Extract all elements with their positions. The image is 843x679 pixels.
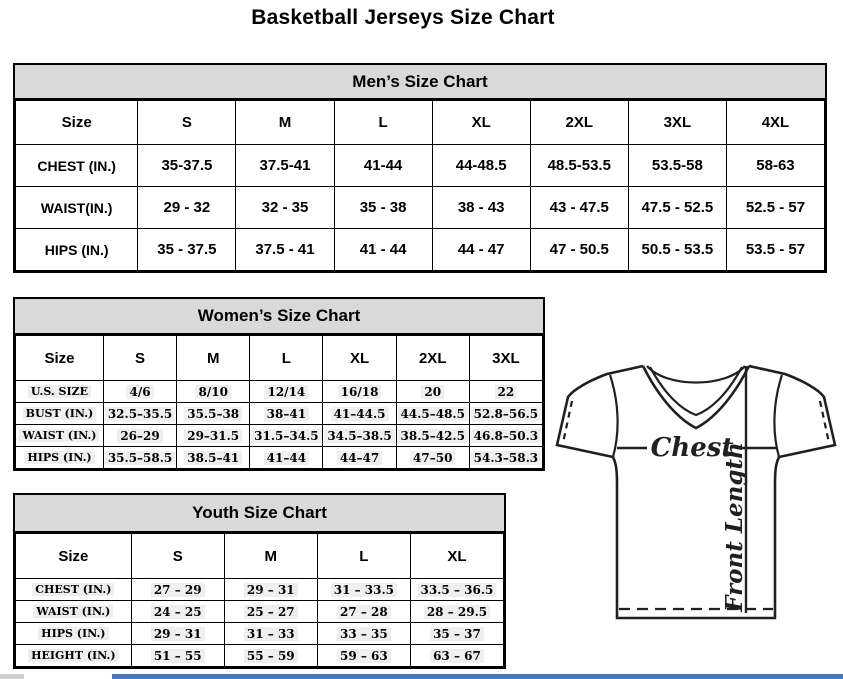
measurement-value-cell: 44.5–48.5 — [396, 403, 469, 425]
size-column-header: XL — [323, 336, 396, 381]
measurement-value-cell: 32 - 35 — [236, 187, 334, 229]
measurement-value-cell: 37.5-41 — [236, 145, 334, 187]
bottom-scrollbar-corner — [0, 674, 24, 679]
measurement-value-cell: 35 - 38 — [334, 187, 432, 229]
measurement-row-label: WAIST (IN.) — [16, 425, 104, 447]
measurement-row — [16, 579, 504, 601]
measurement-value-cell: 8/10 — [177, 381, 250, 403]
measurement-value-cell: 35.5–58.5 — [103, 447, 176, 469]
measurement-row-label: HIPS (IN.) — [16, 229, 138, 271]
size-column-header: 3XL — [469, 336, 542, 381]
measurement-value-cell: 54.3–58.3 — [469, 447, 542, 469]
measurement-value-cell: 22 — [469, 381, 542, 403]
chest-measurement-label: Chest — [650, 433, 734, 463]
page-title: Basketball Jerseys Size Chart — [251, 6, 555, 29]
measurement-value-cell: 53.5 - 57 — [726, 229, 824, 271]
size-column-header: XL — [432, 101, 530, 145]
measurement-row — [16, 187, 825, 229]
measurement-value-cell: 44-48.5 — [432, 145, 530, 187]
measurement-value-cell: 31 – 33 — [224, 623, 317, 645]
measurement-row — [16, 229, 825, 271]
measurement-value-cell: 47.5 - 52.5 — [628, 187, 726, 229]
size-header-row — [16, 101, 825, 145]
size-column-header: M — [236, 101, 334, 145]
measurement-value-cell: 29–31.5 — [177, 425, 250, 447]
size-header-cell: Size — [16, 534, 132, 579]
front-length-measurement-label: Front Length — [721, 442, 748, 612]
measurement-value-cell: 50.5 - 53.5 — [628, 229, 726, 271]
measurement-value-cell: 29 – 31 — [224, 579, 317, 601]
size-column-header: S — [103, 336, 176, 381]
mens-chart-title: Men’s Size Chart — [15, 65, 825, 100]
measurement-row-label: WAIST(IN.) — [16, 187, 138, 229]
size-column-header: M — [224, 534, 317, 579]
bottom-scrollbar-thumb[interactable] — [112, 674, 843, 679]
measurement-value-cell: 44–47 — [323, 447, 396, 469]
measurement-value-cell: 55 – 59 — [224, 645, 317, 667]
measurement-row-label: WAIST (IN.) — [16, 601, 132, 623]
measurement-row — [16, 447, 543, 469]
measurement-value-cell: 47 - 50.5 — [530, 229, 628, 271]
measurement-value-cell: 27 – 28 — [317, 601, 410, 623]
measurement-value-cell: 44 - 47 — [432, 229, 530, 271]
measurement-value-cell: 38.5–42.5 — [396, 425, 469, 447]
measurement-row-label: HIPS (IN.) — [16, 447, 104, 469]
womens-size-table — [15, 335, 543, 469]
measurement-value-cell: 41–44.5 — [323, 403, 396, 425]
measurement-row-label: BUST (IN.) — [16, 403, 104, 425]
size-column-header: S — [138, 101, 236, 145]
jersey-collar-back-arc — [647, 366, 745, 383]
measurement-row — [16, 623, 504, 645]
measurement-value-cell: 35 - 37.5 — [138, 229, 236, 271]
size-column-header: L — [250, 336, 323, 381]
measurement-value-cell: 29 - 32 — [138, 187, 236, 229]
measurement-row — [16, 601, 504, 623]
youth-size-table — [15, 533, 504, 667]
measurement-value-cell: 63 – 67 — [410, 645, 503, 667]
measurement-value-cell: 31.5–34.5 — [250, 425, 323, 447]
jersey-left-sleeve-outline — [557, 366, 643, 457]
measurement-value-cell: 52.5 - 57 — [726, 187, 824, 229]
jersey-vneck-inner-band — [650, 367, 742, 415]
measurement-value-cell: 24 – 25 — [131, 601, 224, 623]
measurement-value-cell: 31 – 33.5 — [317, 579, 410, 601]
measurement-value-cell: 43 - 47.5 — [530, 187, 628, 229]
measurement-value-cell: 33 – 35 — [317, 623, 410, 645]
measurement-row-label: CHEST (IN.) — [16, 145, 138, 187]
size-column-header: XL — [410, 534, 503, 579]
measurement-value-cell: 52.8–56.5 — [469, 403, 542, 425]
jersey-right-sleeve-outline — [749, 366, 835, 457]
measurement-value-cell: 27 – 29 — [131, 579, 224, 601]
measurement-value-cell: 20 — [396, 381, 469, 403]
womens-chart-title: Women’s Size Chart — [15, 299, 543, 335]
measurement-value-cell: 35-37.5 — [138, 145, 236, 187]
measurement-value-cell: 28 – 29.5 — [410, 601, 503, 623]
size-column-header: L — [334, 101, 432, 145]
size-column-header: 3XL — [628, 101, 726, 145]
measurement-value-cell: 53.5-58 — [628, 145, 726, 187]
size-column-header: M — [177, 336, 250, 381]
size-column-header: 2XL — [530, 101, 628, 145]
womens-size-chart — [13, 297, 545, 471]
measurement-value-cell: 48.5-53.5 — [530, 145, 628, 187]
measurement-value-cell: 33.5 – 36.5 — [410, 579, 503, 601]
measurement-value-cell: 58-63 — [726, 145, 824, 187]
measurement-value-cell: 51 – 55 — [131, 645, 224, 667]
size-column-header: L — [317, 534, 410, 579]
size-header-row — [16, 336, 543, 381]
measurement-row — [16, 145, 825, 187]
measurement-row — [16, 403, 543, 425]
youth-chart-title: Youth Size Chart — [15, 495, 504, 533]
measurement-value-cell: 26–29 — [103, 425, 176, 447]
measurement-value-cell: 59 – 63 — [317, 645, 410, 667]
size-column-header: S — [131, 534, 224, 579]
measurement-row-label: CHEST (IN.) — [16, 579, 132, 601]
jersey-left-armhole-seam — [610, 375, 618, 457]
measurement-value-cell: 37.5 - 41 — [236, 229, 334, 271]
measurement-value-cell: 41-44 — [334, 145, 432, 187]
measurement-row-label: HIPS (IN.) — [16, 623, 132, 645]
size-header-row — [16, 534, 504, 579]
measurement-value-cell: 34.5–38.5 — [323, 425, 396, 447]
measurement-value-cell: 47–50 — [396, 447, 469, 469]
size-column-header: 4XL — [726, 101, 824, 145]
jersey-right-armhole-seam — [774, 375, 782, 457]
measurement-value-cell: 25 – 27 — [224, 601, 317, 623]
mens-size-table — [15, 100, 825, 271]
size-header-cell: Size — [16, 336, 104, 381]
measurement-value-cell: 12/14 — [250, 381, 323, 403]
measurement-value-cell: 4/6 — [103, 381, 176, 403]
measurement-value-cell: 41 - 44 — [334, 229, 432, 271]
measurement-value-cell: 35 – 37 — [410, 623, 503, 645]
youth-size-chart — [13, 493, 506, 669]
measurement-value-cell: 35.5–38 — [177, 403, 250, 425]
measurement-value-cell: 38–41 — [250, 403, 323, 425]
size-header-cell: Size — [16, 101, 138, 145]
measurement-value-cell: 32.5–35.5 — [103, 403, 176, 425]
measurement-row — [16, 645, 504, 667]
jersey-measurement-diagram — [550, 355, 843, 630]
measurement-value-cell: 29 – 31 — [131, 623, 224, 645]
jersey-body-outline — [613, 457, 779, 618]
measurement-value-cell: 16/18 — [323, 381, 396, 403]
measurement-row — [16, 425, 543, 447]
measurement-row — [16, 381, 543, 403]
measurement-value-cell: 38.5–41 — [177, 447, 250, 469]
measurement-row-label: U.S. SIZE — [16, 381, 104, 403]
measurement-row-label: HEIGHT (IN.) — [16, 645, 132, 667]
measurement-value-cell: 38 - 43 — [432, 187, 530, 229]
size-column-header: 2XL — [396, 336, 469, 381]
measurement-value-cell: 41–44 — [250, 447, 323, 469]
measurement-value-cell: 46.8–50.3 — [469, 425, 542, 447]
mens-size-chart — [13, 63, 827, 273]
